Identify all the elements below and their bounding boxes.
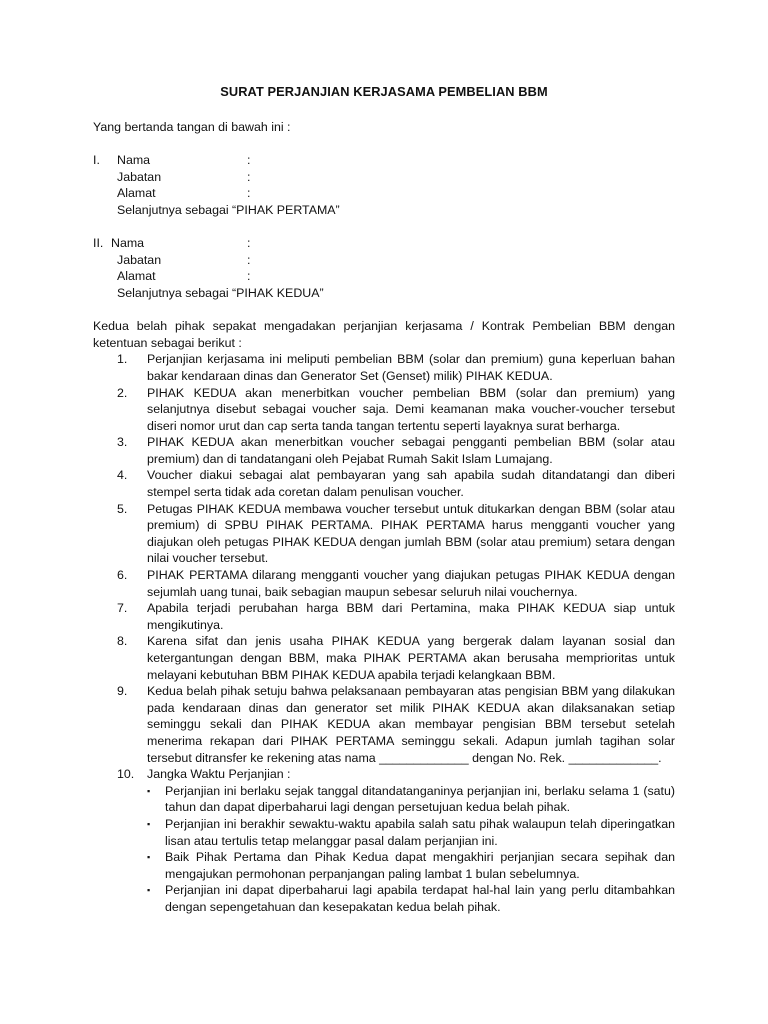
bullet-text: Perjanjian ini dapat diperbaharui lagi apabila terdapat hal-hal lain yang perlu ditambahkan dengan sepengetahuan dan kesepakatan kedua belah pihak. (165, 883, 675, 914)
list-item (93, 766, 675, 783)
party-one-address-label: Alamat (117, 186, 156, 201)
bullet-text: Baik Pihak Pertama dan Pihak Kedua dapat mengakhiri perjanjian secara sepihak dan mengajukan permohonan perpanjangan paling lambat 1 bulan sebelumnya. (165, 850, 675, 881)
party-one-position-colon: : (247, 169, 251, 184)
item-number: 8. (117, 634, 128, 649)
item-number: 10. (117, 767, 135, 782)
list-item (93, 385, 675, 435)
list-item (93, 501, 675, 567)
document-title: SURAT PERJANJIAN KERJASAMA PEMBELIAN BBM (220, 84, 548, 99)
item-text: Jangka Waktu Perjanjian : (147, 767, 291, 782)
party-one-name-label: Nama (117, 153, 151, 168)
document-page (93, 84, 675, 916)
item-text: Petugas PIHAK KEDUA membawa voucher tersebut untuk ditukarkan dengan BBM (solar atau premium) di SPBU PIHAK PERTAMA. PIHAK PERTAMA harus mengganti voucher yang diajukan oleh petugas PIHAK KEDUA dengan jumlah BBM (solar atau premium) setara dengan nilai voucher tersebut. (147, 501, 675, 566)
item-number: 3. (117, 435, 128, 450)
bullet-item (147, 849, 675, 882)
party-two-name-label: Nama (111, 236, 145, 251)
party-two-position-colon: : (247, 252, 251, 267)
bullet-icon: ▪ (147, 785, 151, 796)
intro-text: Yang bertanda tangan di bawah ini : (93, 120, 291, 134)
item-text: PIHAK PERTAMA dilarang mengganti voucher yang diajukan petugas PIHAK KEDUA dengan sejumlah uang tunai, baik sebagian maupun sebesar seluruh nilai vouchernya. (147, 568, 675, 599)
agreement-intro: Kedua belah pihak sepakat mengadakan perjanjian kerjasama / Kontrak Pembelian BBM dengan ketentuan sebagai berikut : (93, 319, 675, 350)
item-number: 7. (117, 601, 128, 616)
list-item (93, 633, 675, 683)
item-text: Apabila terjadi perubahan harga BBM dari Pertamina, maka PIHAK KEDUA siap untuk mengikutinya. (147, 601, 675, 632)
list-item (93, 600, 675, 633)
party-two-block (93, 235, 675, 301)
party-two-address-label: Alamat (117, 269, 156, 284)
item-text: PIHAK KEDUA akan menerbitkan voucher pembelian BBM (solar dan premium) yang selanjutnya disebut sebagai voucher saja. Demi keamanan maka voucher-voucher tersebut diseri nomor urut dan cap serta tanda tangan tertentu seperti layaknya surat berharga. (147, 385, 675, 433)
term-duration-list (147, 783, 675, 916)
bullet-icon: ▪ (147, 852, 151, 863)
bullet-item (147, 882, 675, 915)
party-two-alias: Selanjutnya sebagai “PIHAK KEDUA” (117, 285, 324, 300)
list-item (93, 683, 675, 766)
party-two-position-label: Jabatan (117, 252, 162, 267)
item-text: Perjanjian kerjasama ini meliputi pembelian BBM (solar dan premium) guna keperluan bahan bakar kendaraan dinas dan Generator Set (Genset) milik) PIHAK KEDUA. (147, 352, 675, 383)
item-text: PIHAK KEDUA akan menerbitkan voucher sebagai pengganti pembelian BBM (solar atau premium) dan di tandatangani oleh Pejabat Rumah Sakit Islam Lumajang. (147, 435, 675, 466)
item-number: 1. (117, 352, 128, 367)
item-number: 6. (117, 568, 128, 583)
item-number: 9. (117, 684, 128, 699)
party-two-number: II. (93, 236, 104, 251)
bullet-item (147, 783, 675, 816)
list-item (93, 567, 675, 600)
item-number: 5. (117, 501, 128, 516)
bullet-text: Perjanjian ini berlaku sejak tanggal ditandatanganinya perjanjian ini, berlaku selama 1 (satu) tahun dan dapat diperbaharui lagi dengan persetujuan kedua belah pihak. (165, 783, 675, 815)
terms-list (93, 351, 675, 782)
item-text: Karena sifat dan jenis usaha PIHAK KEDUA yang bergerak dalam layanan sosial dan ketergantungan dengan BBM, maka PIHAK PERTAMA akan berusaha memprioritas untuk melayani kebutuhan BBM PIHAK KEDUA apabila terjadi kelangkaan BBM. (147, 634, 675, 682)
item-text: Kedua belah pihak setuju bahwa pelaksanaan pembayaran atas pengisian BBM yang dilakukan pada kendaraan dinas dan generator set milik PIHAK KEDUA akan dilaksanakan setiap seminggu sekali dan PIHAK KEDUA akan membayar pengisian BBM tersebut setelah menerima rekapan dari PIHAK PERTAMA seminggu sekali. Adapun jumlah tagihan solar tersebut ditransfer ke rekening atas nama _____________ dengan No. Rek. _____________. (147, 684, 675, 765)
party-one-block (93, 152, 675, 218)
party-one-alias: Selanjutnya sebagai “PIHAK PERTAMA” (117, 202, 340, 217)
bullet-text: Perjanjian ini berakhir sewaktu-waktu apabila salah satu pihak walaupun telah diperingatkan lisan atau tertulis tetap melanggar pasal dalam perjanjian ini. (165, 816, 675, 848)
list-item (93, 434, 675, 467)
item-text: Voucher diakui sebagai alat pembayaran yang sah apabila sudah ditandatangi dan diberi stempel serta tidak ada coretan dalam penulisan voucher. (147, 468, 675, 500)
item-number: 2. (117, 385, 128, 400)
party-two-address-colon: : (247, 269, 251, 284)
party-one-address-colon: : (247, 186, 251, 201)
party-two-name-colon: : (247, 236, 251, 251)
bullet-icon: ▪ (147, 818, 151, 829)
party-one-position-label: Jabatan (117, 169, 162, 184)
party-one-name-colon: : (247, 153, 251, 168)
item-number: 4. (117, 468, 128, 483)
bullet-item (147, 816, 675, 849)
bullet-icon: ▪ (147, 885, 151, 896)
party-one-number: I. (93, 153, 100, 168)
list-item (93, 467, 675, 500)
list-item (93, 351, 675, 384)
